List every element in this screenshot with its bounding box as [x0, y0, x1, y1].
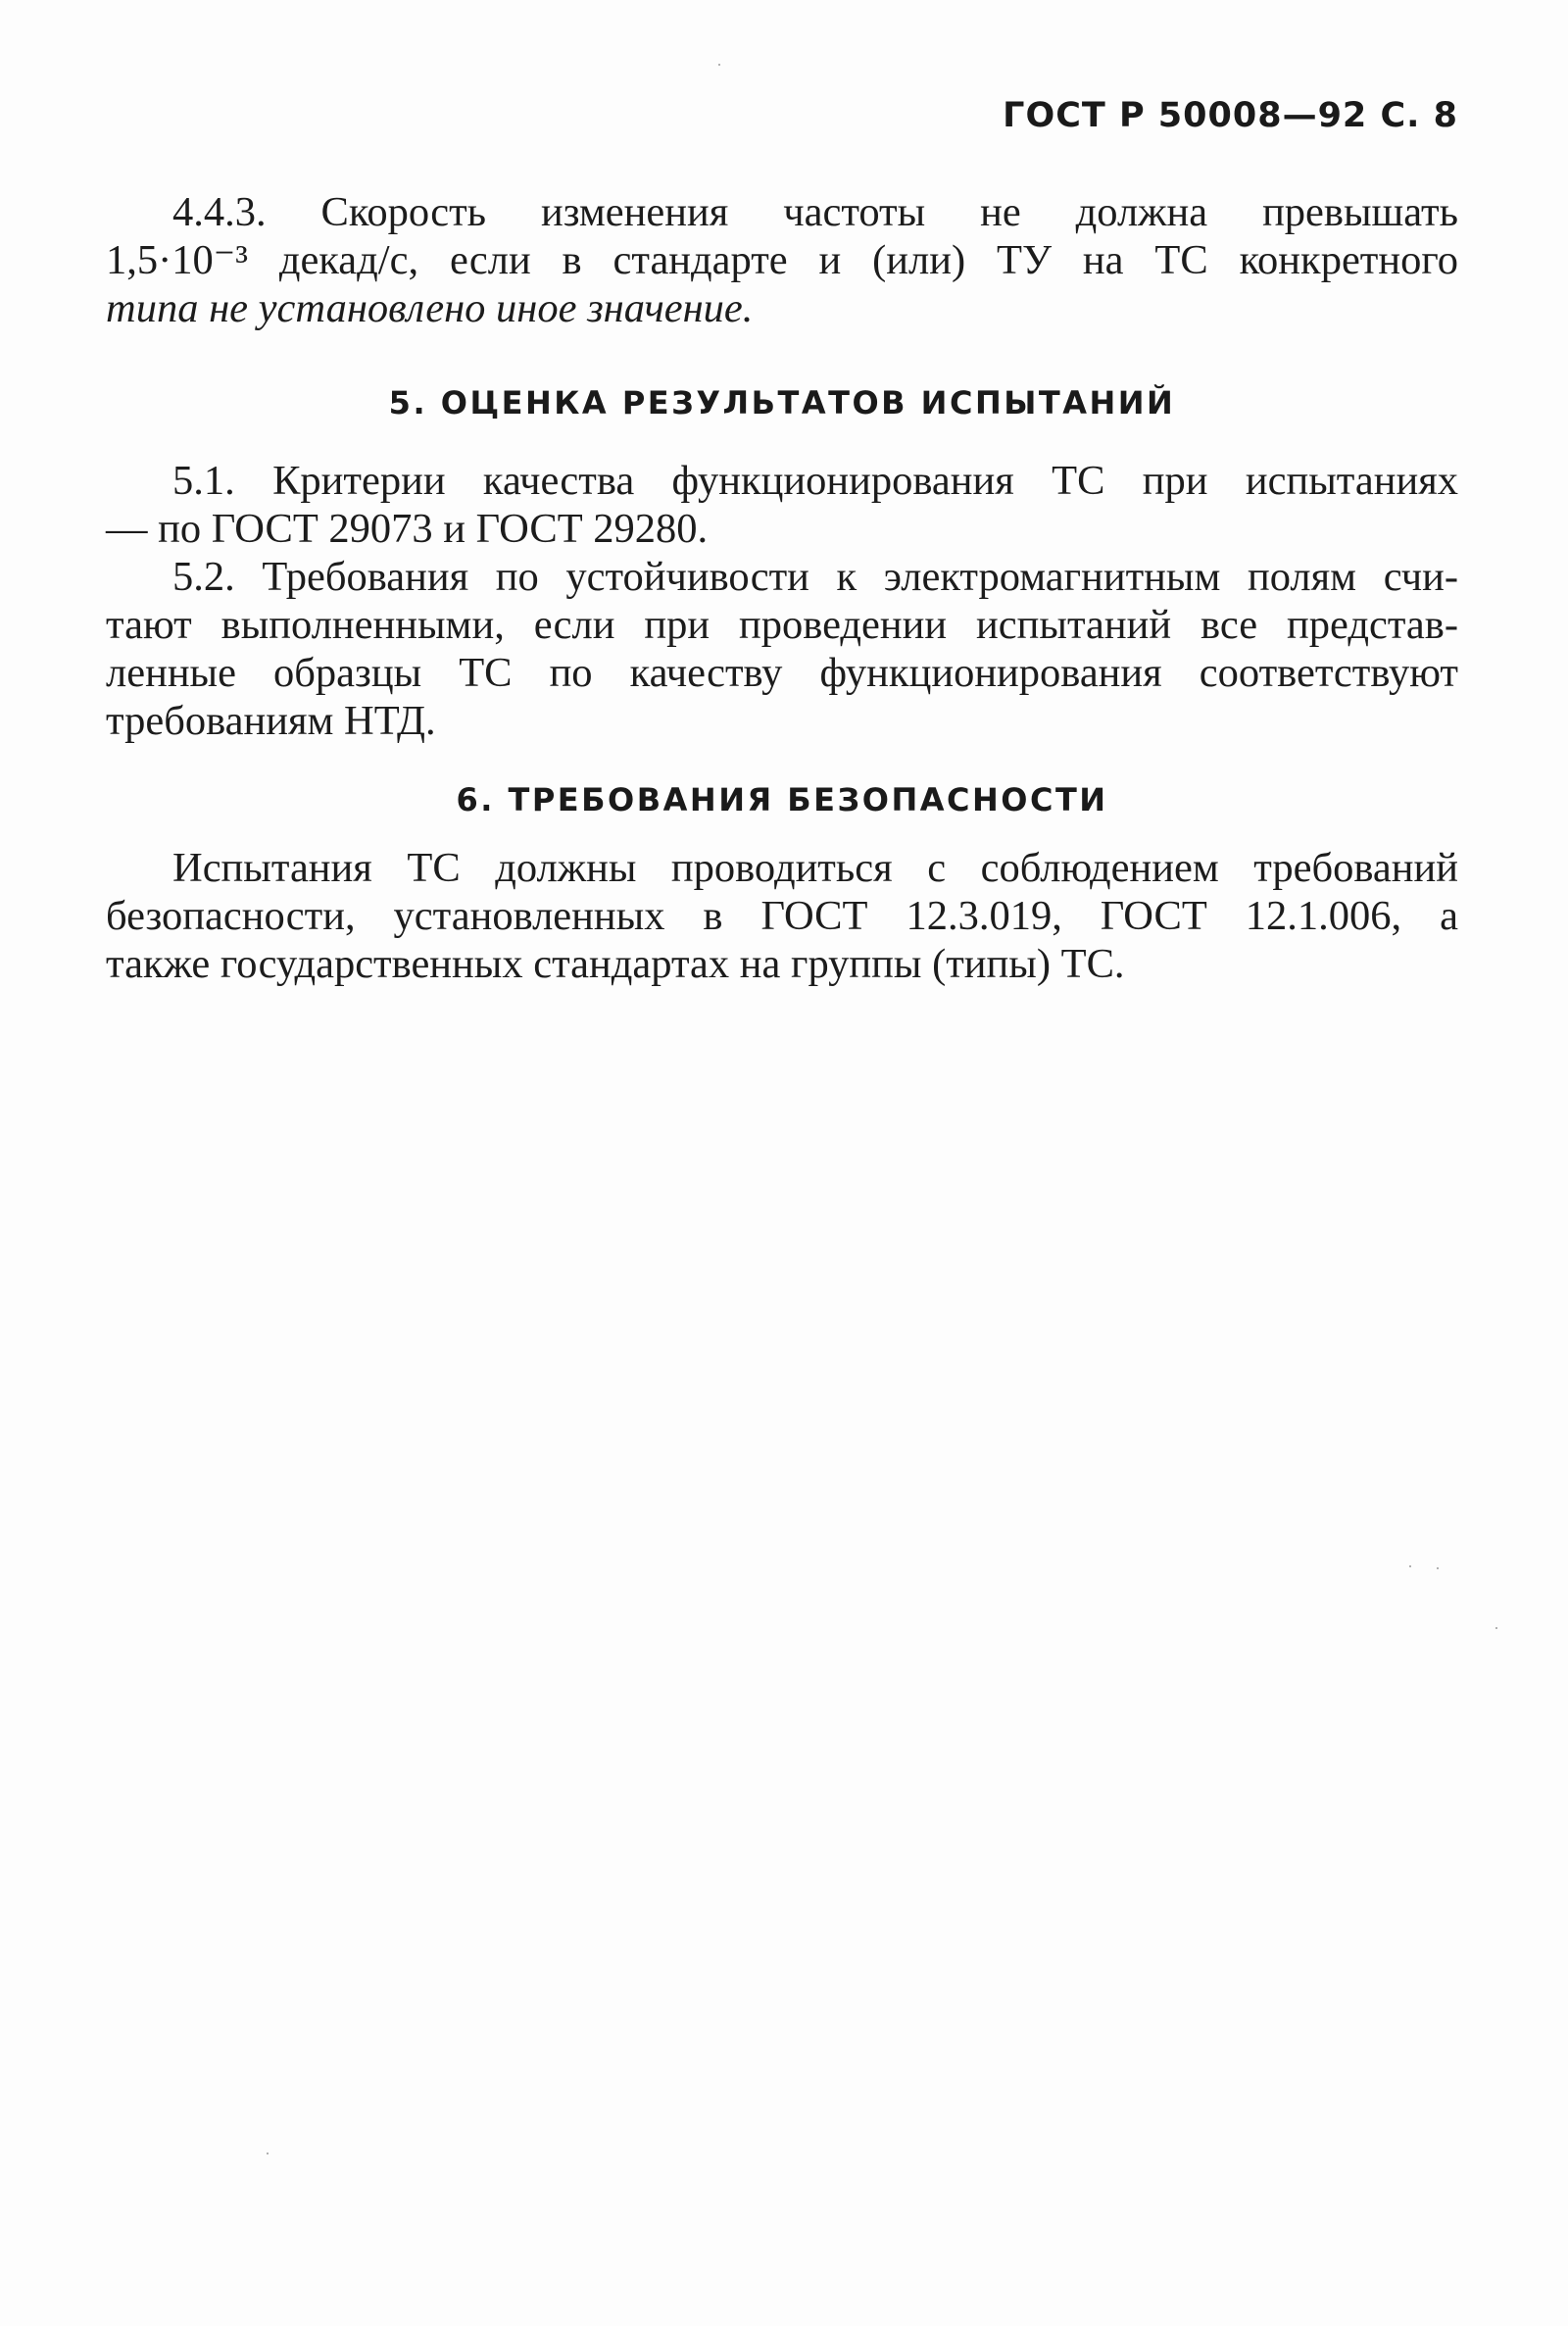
paragraph-5-1-line-2: — по ГОСТ 29073 и ГОСТ 29280. — [106, 506, 709, 552]
scan-speck — [267, 2153, 269, 2154]
section-6-title: 6. ТРЕБОВАНИЯ БЕЗОПАСНОСТИ — [456, 781, 1108, 818]
scan-speck — [1437, 1567, 1439, 1569]
clause-4-4-3-line-2: 1,5·10⁻³ декад/с, если в стандарте и (или) ТУ на ТС конкретного — [106, 237, 1458, 283]
section-6-body — [106, 844, 1458, 988]
scan-speck — [1495, 1627, 1497, 1629]
paragraph-5-1-line-1: 5.1. Критерии качества функционирования ТС при испытаниях — [172, 458, 1458, 504]
scan-speck — [718, 64, 720, 66]
paragraph-5-2-line-2: тают выполненными, если при проведении испытаний все представ- — [106, 602, 1458, 648]
section-6-line-1: Испытания ТС должны проводиться с соблюдением требований — [172, 845, 1458, 891]
paragraph-5-2-line-1: 5.2. Требования по устойчивости к электромагнитным полям счи- — [172, 554, 1458, 600]
paragraph-5-2-line-4: требованиям НТД. — [106, 698, 436, 744]
section-6-line-2: безопасности, установленных в ГОСТ 12.3.019, ГОСТ 12.1.006, а — [106, 893, 1458, 939]
running-header: ГОСТ Р 50008—92 С. 8 — [1003, 96, 1458, 135]
section-5-title: 5. ОЦЕНКА РЕЗУЛЬТАТОВ ИСПЫТАНИЙ — [388, 384, 1176, 421]
section-5-body — [106, 457, 1458, 745]
clause-4-4-3 — [106, 188, 1458, 332]
scan-speck — [1409, 1565, 1411, 1567]
paragraph-5-2-line-3: ленные образцы ТС по качеству функционирования соответствуют — [106, 650, 1458, 696]
clause-4-4-3-line-3: типа не установлено иное значение. — [106, 285, 754, 331]
section-6-line-3: также государственных стандартах на группы (типы) ТС. — [106, 941, 1125, 987]
clause-4-4-3-line-1: 4.4.3. Скорость изменения частоты не должна превышать — [172, 189, 1458, 235]
